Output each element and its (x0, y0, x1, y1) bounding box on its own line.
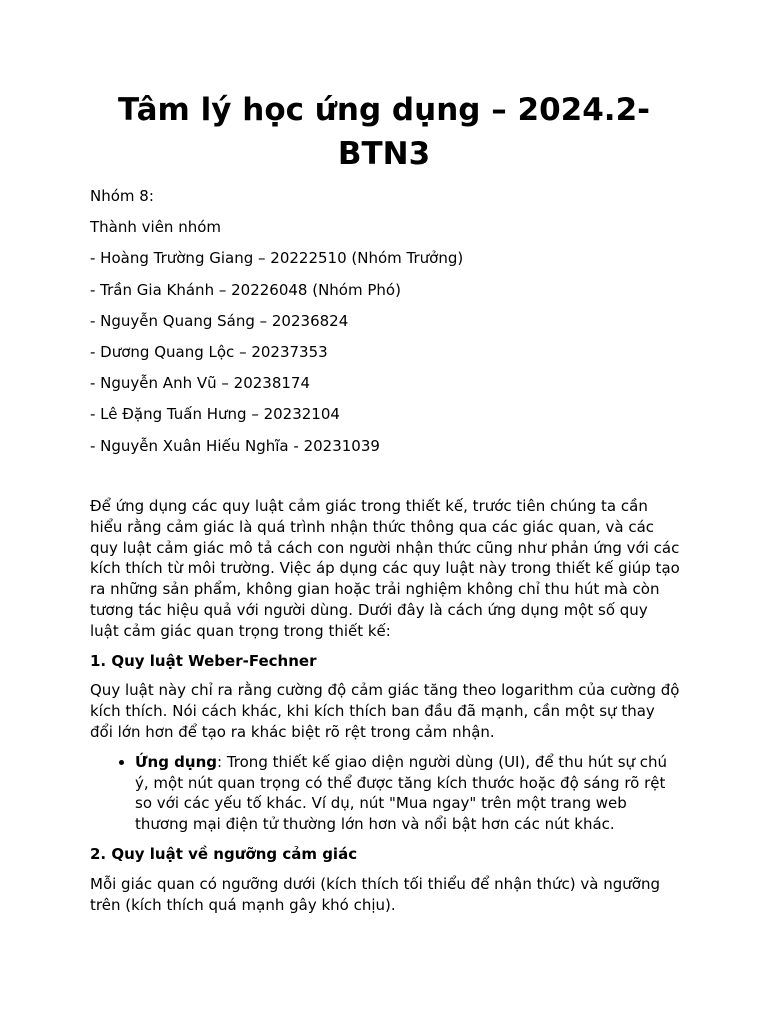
section-1-heading: 1. Quy luật Weber-Fechner (90, 651, 317, 670)
members-heading: Thành viên nhóm (90, 218, 221, 237)
document-body (90, 496, 680, 924)
member-list (90, 185, 690, 466)
group-label: Nhóm 8: (90, 187, 154, 205)
title-line-2: BTN3 (337, 136, 431, 172)
member-item: - Dương Quang Lộc – 20237353 (90, 342, 328, 361)
member-item: - Lê Đặng Tuấn Hưng – 20232104 (90, 405, 340, 424)
section-2-paragraph: Mỗi giác quan có ngưỡng dưới (kích thích tối thiểu để nhận thức) và ngưỡng trên (kích thích quá mạnh gây khó chịu). (90, 874, 660, 914)
bullet-text: : Trong thiết kế giao diện người dùng (UI), để thu hút sự chú ý, một nút quan trọng có thể được tăng kích thước hoặc độ sáng rõ rệt so với các yếu tố khác. Ví dụ, nút "Mua ngay" trên một trang web thương mại điện tử thường lớn hơn và nổi bật hơn các nút khác. (135, 752, 668, 834)
intro-paragraph: Để ứng dụng các quy luật cảm giác trong thiết kế, trước tiên chúng ta cần hiểu rằng cảm giác là quá trình nhận thức thông qua các giác quan, và các quy luật cảm giác mô tả cách con người nhận thức cũng như phản ứng với các kích thích từ môi trường. Việc áp dụng các quy luật này trong thiết kế giúp tạo ra những sản phẩm, không gian hoặc trải nghiệm không chỉ thu hút mà còn tương tác hiệu quả với người dùng. Dưới đây là cách ứng dụng một số quy luật cảm giác quan trọng trong thiết kế: (90, 497, 680, 640)
section-1-bullets (90, 752, 680, 835)
member-item: - Nguyễn Xuân Hiếu Nghĩa - 20231039 (90, 436, 380, 455)
section-1-paragraph: Quy luật này chỉ ra rằng cường độ cảm giác tăng theo logarithm của cường độ kích thích. Nói cách khác, khi kích thích ban đầu đã mạnh, cần một sự thay đổi lớn hơn để tạo ra khác biệt rõ rệt trong cảm nhận. (90, 681, 680, 741)
bullet-item (135, 752, 680, 835)
section-2-heading: 2. Quy luật về ngưỡng cảm giác (90, 844, 358, 863)
bullet-label: Ứng dụng (135, 752, 218, 771)
member-item: - Hoàng Trường Giang – 20222510 (Nhóm Trưởng) (90, 249, 464, 268)
member-item: - Nguyễn Anh Vũ – 20238174 (90, 374, 311, 393)
document-title (90, 88, 678, 176)
member-item: - Nguyễn Quang Sáng – 20236824 (90, 311, 349, 330)
member-item: - Trần Gia Khánh – 20226048 (Nhóm Phó) (90, 280, 401, 299)
title-line-1: Tâm lý học ứng dụng – 2024.2- (117, 92, 651, 128)
